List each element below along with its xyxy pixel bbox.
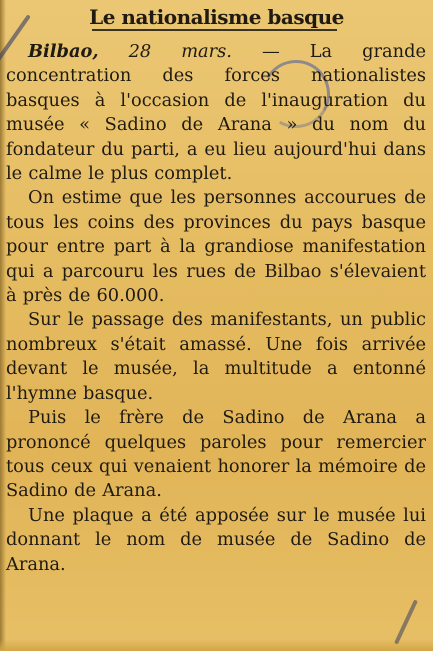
article-dateline: Bilbao,: [28, 41, 99, 62]
article-date: 28 mars.: [128, 41, 232, 62]
article-paragraph-4: Puis le frère de Sadino de Arana a prononcé quelques paroles pour remercier tous ceux qui venaient honorer la mémoire de Sadino de Arana.: [6, 407, 426, 502]
headline-underline: [92, 29, 337, 31]
article-body: [6, 40, 426, 577]
article-paragraph-3: Sur le passage des manifestants, un public nombreux s'était amassé. Une fois arrivée devant le musée, la multitude a entonné l'hymne basque.: [6, 309, 426, 404]
pen-stroke-mark: [394, 599, 418, 644]
article-paragraph-2: On estime que les personnes accourues de tous les coins des provinces du pays basque pour entre part à la grandiose manifestation qui a parcouru les rues de Bilbao s'élevaient à près de 60.000.: [6, 187, 426, 307]
article-paragraph-1: [6, 40, 426, 186]
paper-edge-bottom: [0, 639, 433, 651]
article-headline: Le nationalisme basque: [89, 5, 344, 29]
article-paragraph-5: Une plaque a été apposée sur le musée lui donnant le nom de musée de Sadino de Arana.: [6, 504, 426, 575]
paragraph-text: — La grande concentration des forces nationalistes basques à l'occasion de l'inauguration du musée « Sadino de Arana » du nom du fondateur du parti, a eu lieu aujourd'hui dans le calme le plus complet.: [6, 41, 426, 185]
